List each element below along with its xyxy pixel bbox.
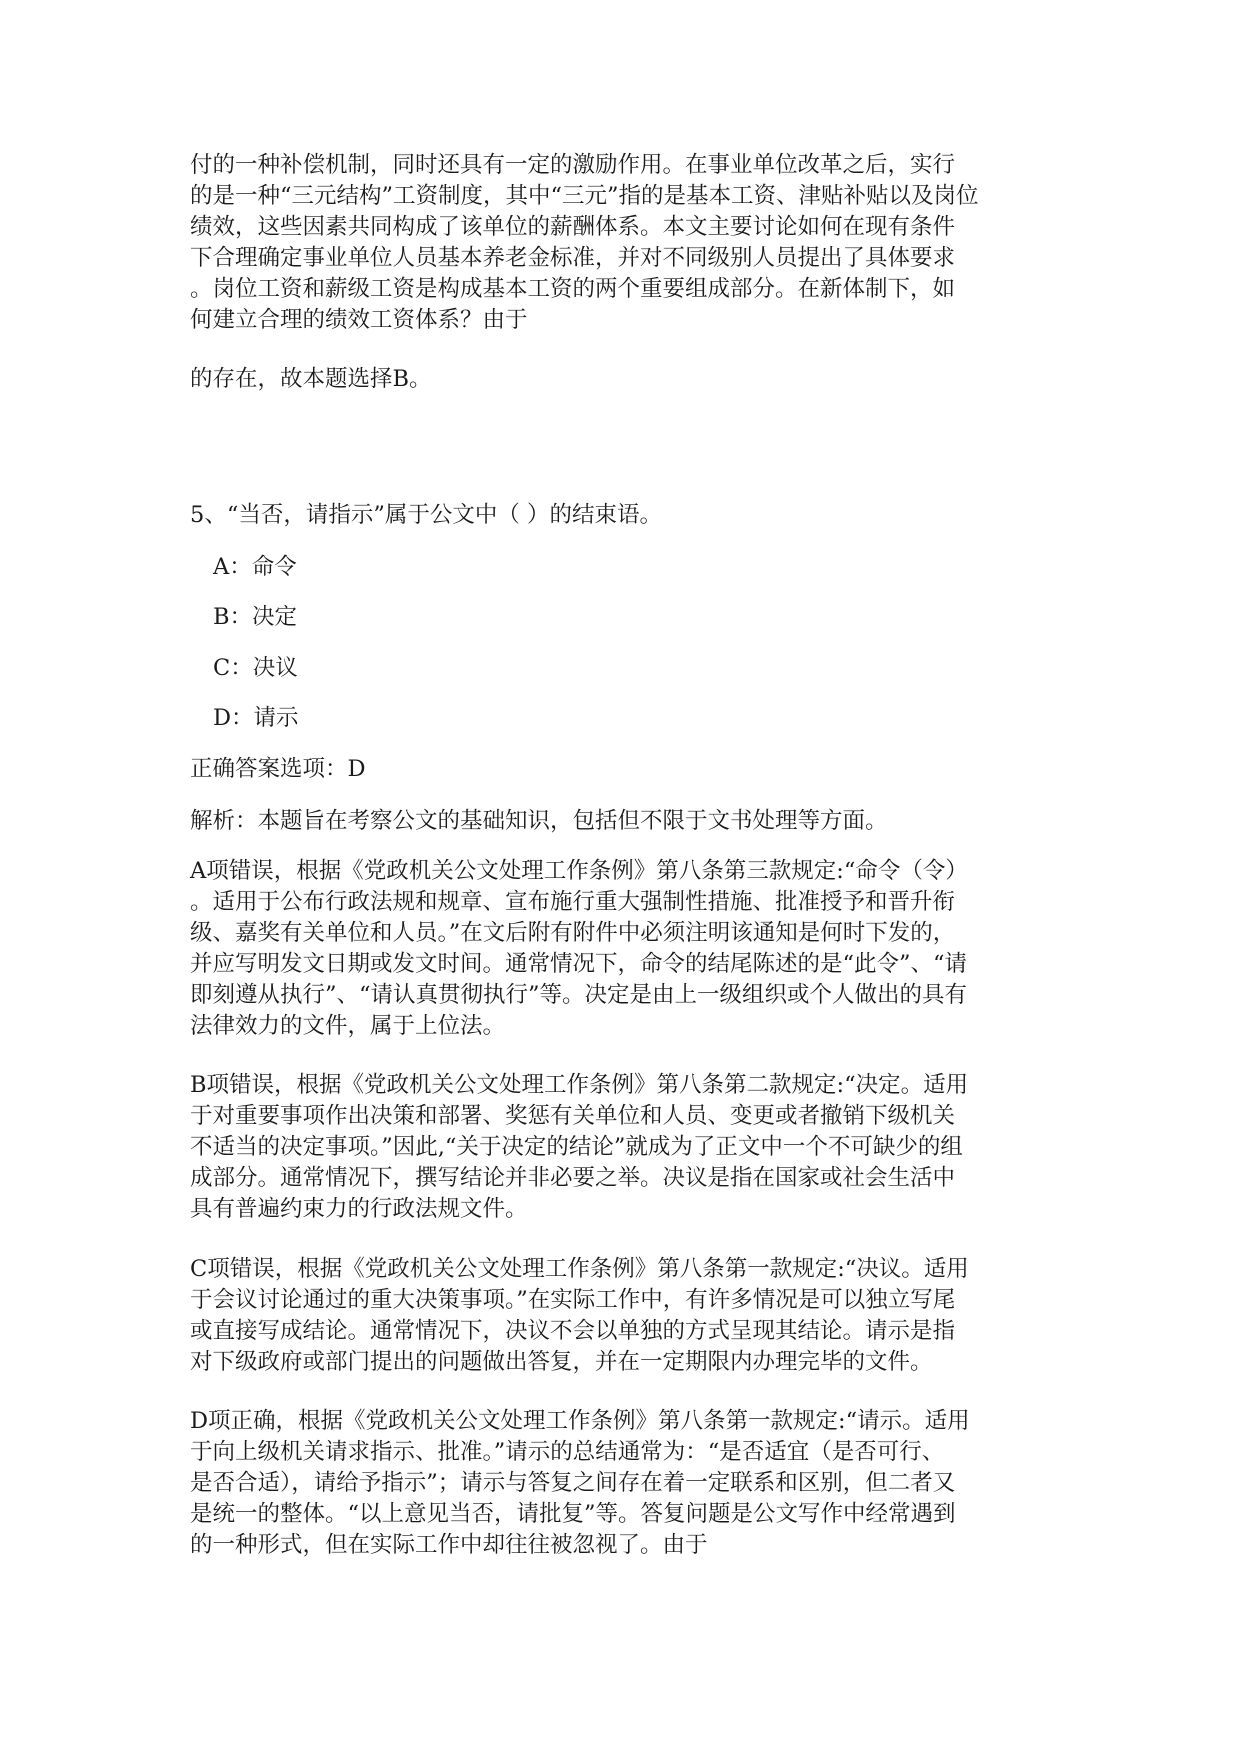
analysis-paragraph-a: A项错误，根据《党政机关公文处理工作条例》第八条第三款规定:“命令（令） 。适用于公布行政法规和规章、宣布施行重大强制性措施、批准授予和晋升衔 级、嘉奖有关单位和人员。”在文后附有附件中必须注明该通知是何时下发的， 并应写明发文日期或发文时间。通常情况下，命令的结尾陈述的是“此令”、“请 即刻遵从执行”、“请认真贯彻执行”等。决定是由上一级组织或个人做出的具有 法律效力的文件，属于上位法。: [190, 858, 968, 1039]
option-a: A：命令: [213, 554, 297, 580]
continuation-conclusion: 的存在，故本题选择B。: [190, 366, 432, 392]
option-d: D：请示: [213, 705, 299, 731]
correct-answer: 正确答案选项：D: [190, 756, 366, 782]
analysis-paragraph-d: D项正确，根据《党政机关公文处理工作条例》第八条第一款规定:“请示。适用 于向上级机关请求指示、批准。”请示的总结通常为：“是否适宜（是否可行、 是否合适），请给予指示”；请示与答复之间存在着一定联系和区别，但二者又 是统一的整体。“以上意见当否，请批复”等。答复问题是公文写作中经常遇到 的一种形式，但在实际工作中却往往被忽视了。由于: [190, 1408, 970, 1558]
analysis-intro: 解析：本题旨在考察公文的基础知识，包括但不限于文书处理等方面。: [190, 808, 888, 834]
option-c: C：决议: [213, 655, 298, 681]
option-b: B：决定: [213, 604, 298, 630]
continuation-paragraph: 付的一种补偿机制，同时还具有一定的激励作用。在事业单位改革之后，实行 的是一种“三元结构”工资制度，其中“三元”指的是基本工资、津贴补贴以及岗位 绩效，这些因素共同构成了该单位的薪酬体系。本文主要讨论如何在现有条件 下合理确定事业单位人员基本养老金标准，并对不同级别人员提出了具体要求 。岗位工资和薪级工资是构成基本工资的两个重要组成部分。在新体制下，如 何建立合理的绩效工资体系？由于: [190, 152, 979, 333]
question-stem: 5、“当否，请指示”属于公文中（ ）的结束语。: [190, 502, 662, 528]
analysis-paragraph-c: C项错误，根据《党政机关公文处理工作条例》第八条第一款规定:“决议。适用 于会议讨论通过的重大决策事项。”在实际工作中，有许多情况是可以独立写尾 或直接写成结论。通常情况下，决议不会以单独的方式呈现其结论。请示是指 对下级政府或部门提出的问题做出答复，并在一定期限内办理完毕的文件。: [190, 1256, 969, 1375]
analysis-paragraph-b: B项错误，根据《党政机关公文处理工作条例》第八条第二款规定:“决定。适用 于对重要事项作出决策和部署、奖惩有关单位和人员、变更或者撤销下级机关 不适当的决定事项。”因此,“关于决定的结论”就成为了正文中一个不可缺少的组 成部分。通常情况下，撰写结论并非必要之举。决议是指在国家或社会生活中 具有普遍约束力的行政法规文件。: [190, 1072, 969, 1222]
